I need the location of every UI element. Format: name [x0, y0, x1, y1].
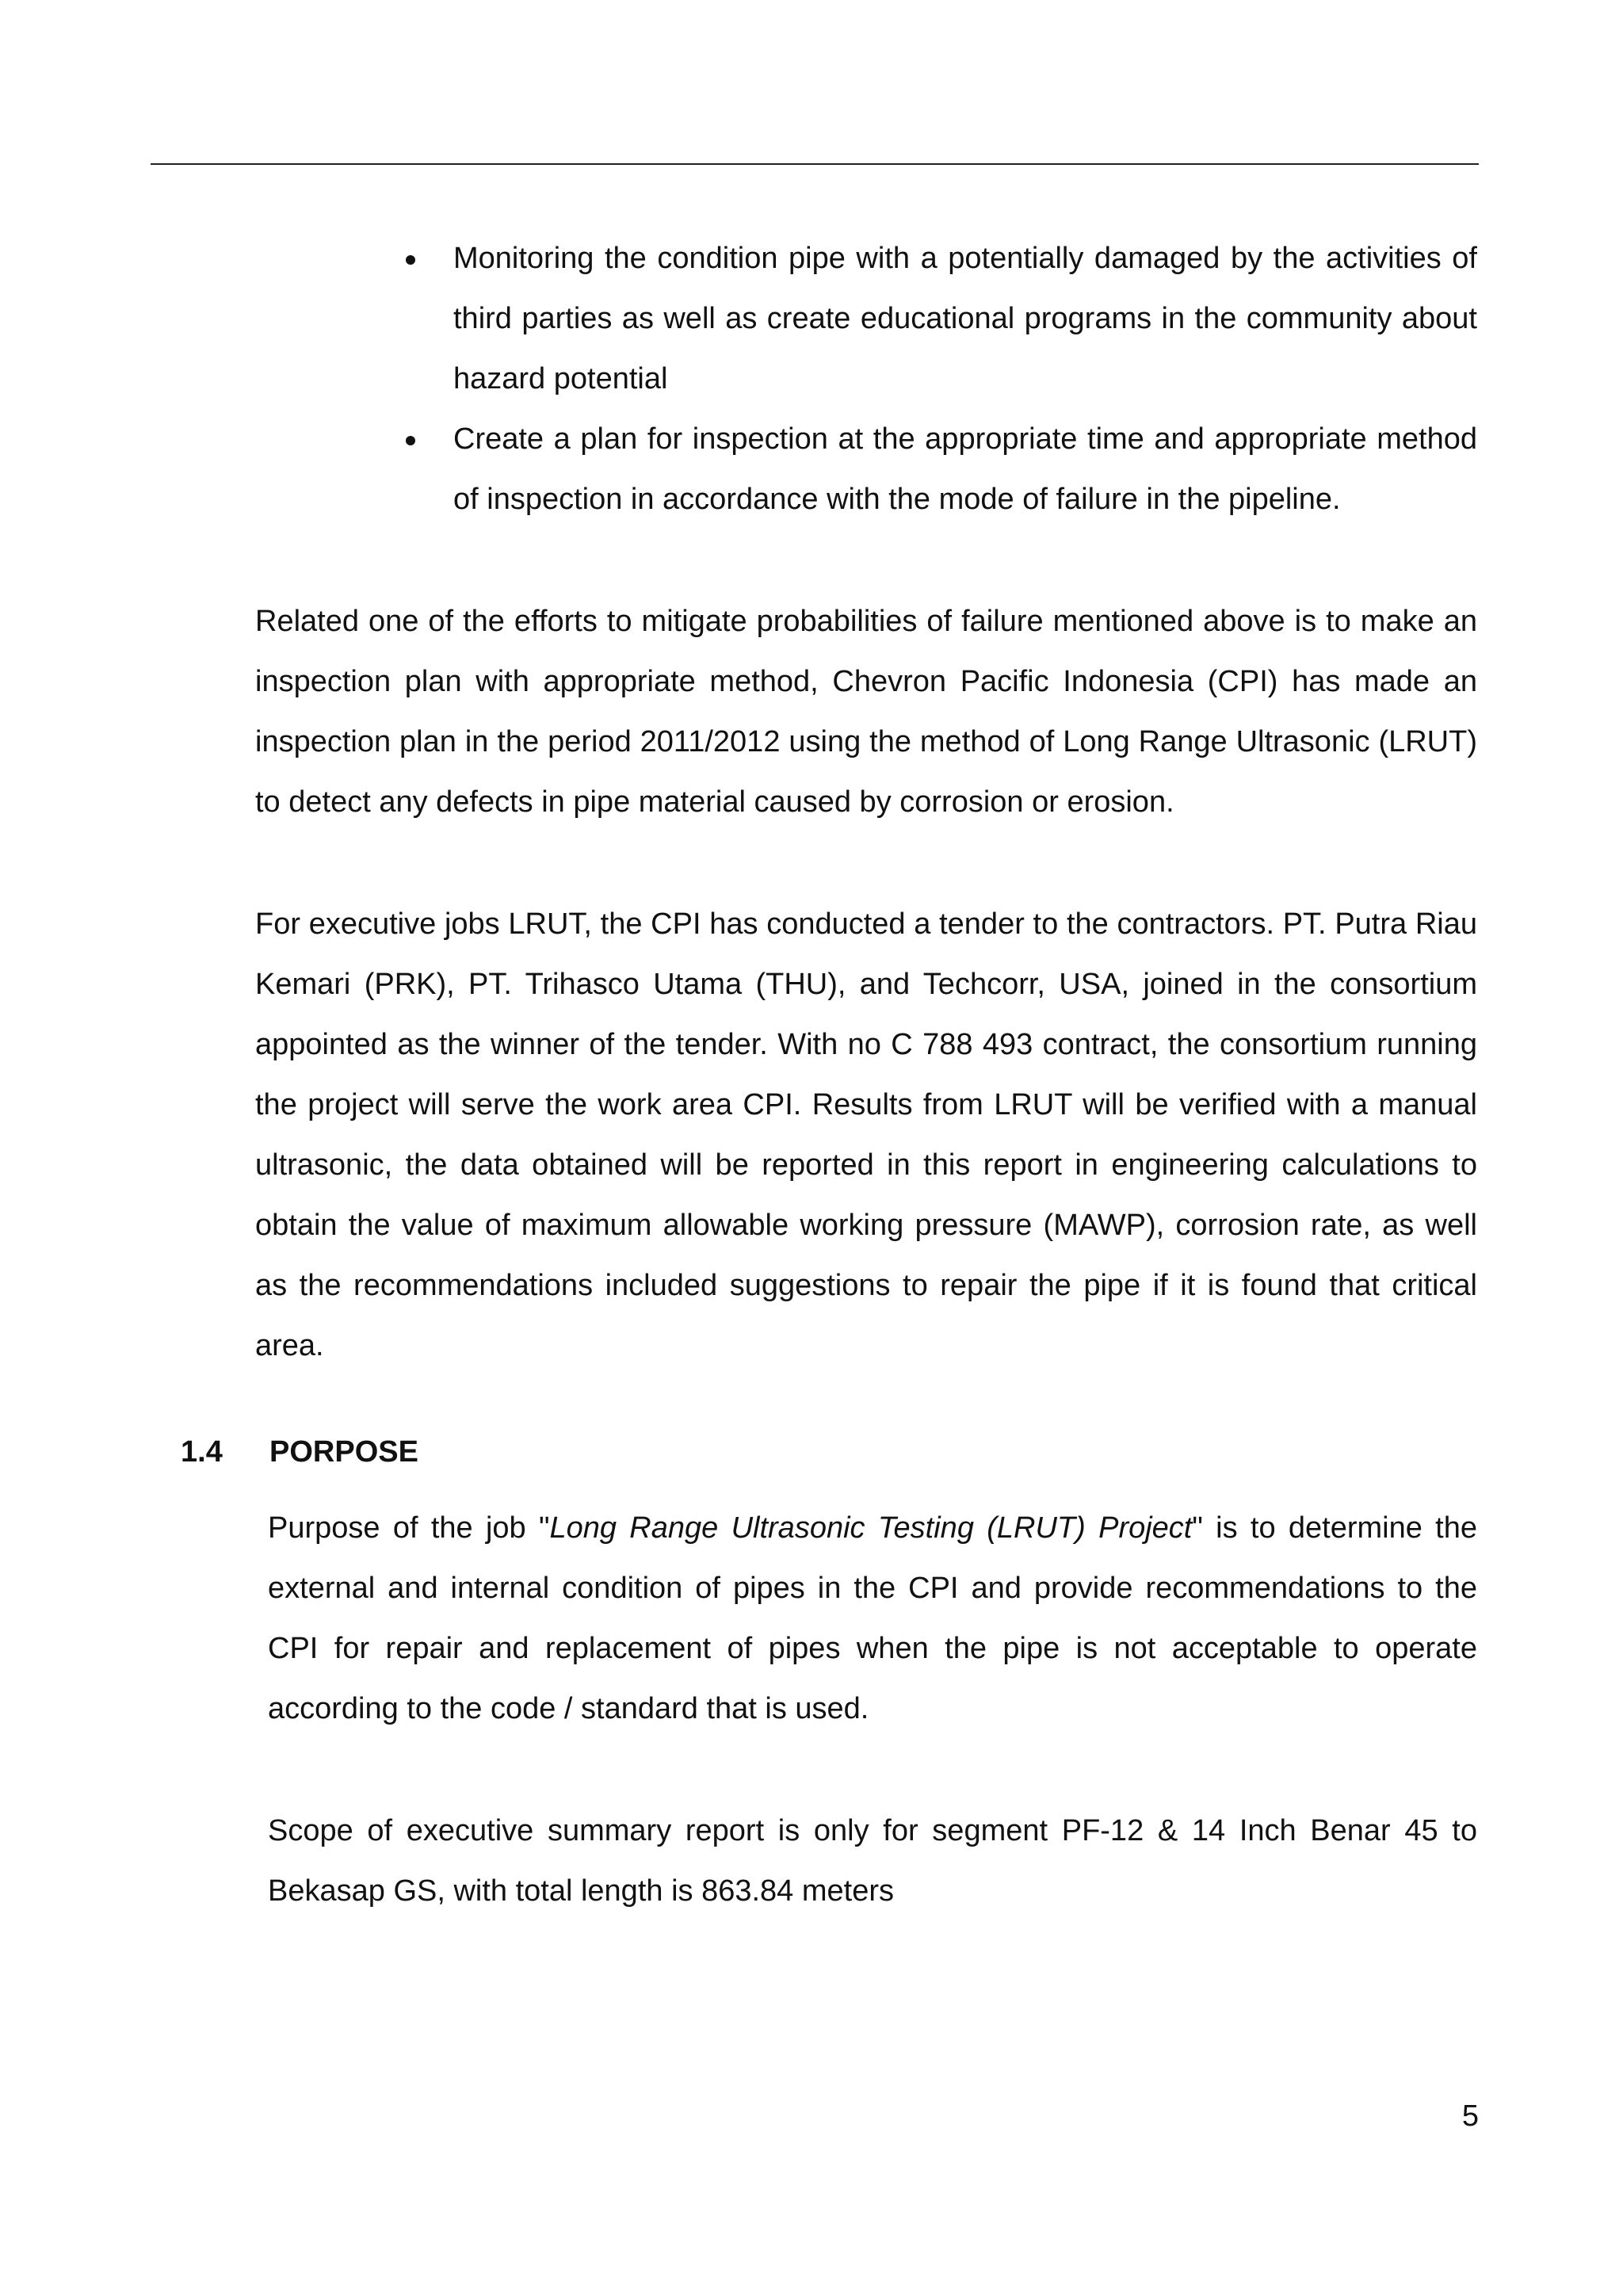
bullet-text-inspection-plan: Create a plan for inspection at the appropriate time and appropriate method of inspection in accordance with the mode of failure in the pipeline. — [453, 422, 1477, 516]
section-number: 1.4 — [181, 1435, 223, 1469]
section-title: PORPOSE — [269, 1435, 418, 1469]
bullet-item-monitoring — [388, 228, 1477, 409]
bullet-text-monitoring: Monitoring the condition pipe with a potentially damaged by the activities of third parties as well as create educational programs in the community about hazard potential — [453, 242, 1477, 395]
paragraph-purpose — [268, 1498, 1477, 1739]
purpose-text-start: Purpose of the job " — [268, 1511, 550, 1545]
bullet-list — [388, 228, 1477, 529]
bullet-dot-icon — [406, 436, 415, 445]
paragraph-related: Related one of the efforts to mitigate probabilities of failure mentioned above is to make an inspection plan with appropriate method, Chevron Pacific Indonesia (CPI) has made an inspection plan in the period 2011/2012 using the method of Long Range Ultrasonic (LRUT) to detect any defects in pipe material caused by corrosion or erosion. — [255, 605, 1477, 819]
purpose-text-end: " is to determine the external and internal condition of pipes in the CPI and provide recommendations to the CPI for repair and replacement of pipes when the pipe is not acceptable to operate according to the code / standard that is used. — [268, 1511, 1478, 1725]
project-name: Long Range Ultrasonic Testing (LRUT) Project — [549, 1511, 1193, 1545]
header-divider — [151, 163, 1479, 165]
paragraph-scope: Scope of executive summary report is only for segment PF-12 & 14 Inch Benar 45 to Bekasap GS, with total length is 863.84 meters — [268, 1814, 1477, 1908]
page-number: 5 — [1461, 2099, 1479, 2133]
paragraph-executive: For executive jobs LRUT, the CPI has conducted a tender to the contractors. PT. Putra Riau Kemari (PRK), PT. Trihasco Utama (THU), and Techcorr, USA, joined in the consortium appointed as the winner of the tender. With no C 788 493 contract, the consortium running the project will serve the work area CPI. Results from LRUT will be verified with a manual ultrasonic, the data obtained will be reported in this report in engineering calculations to obtain the value of maximum allowable working pressure (MAWP), corrosion rate, as well as the recommendations included suggestions to repair the pipe if it is found that critical area. — [255, 907, 1477, 1362]
bullet-item-inspection-plan — [388, 409, 1477, 529]
bullet-dot-icon — [406, 255, 415, 265]
section-heading — [181, 1422, 418, 1482]
